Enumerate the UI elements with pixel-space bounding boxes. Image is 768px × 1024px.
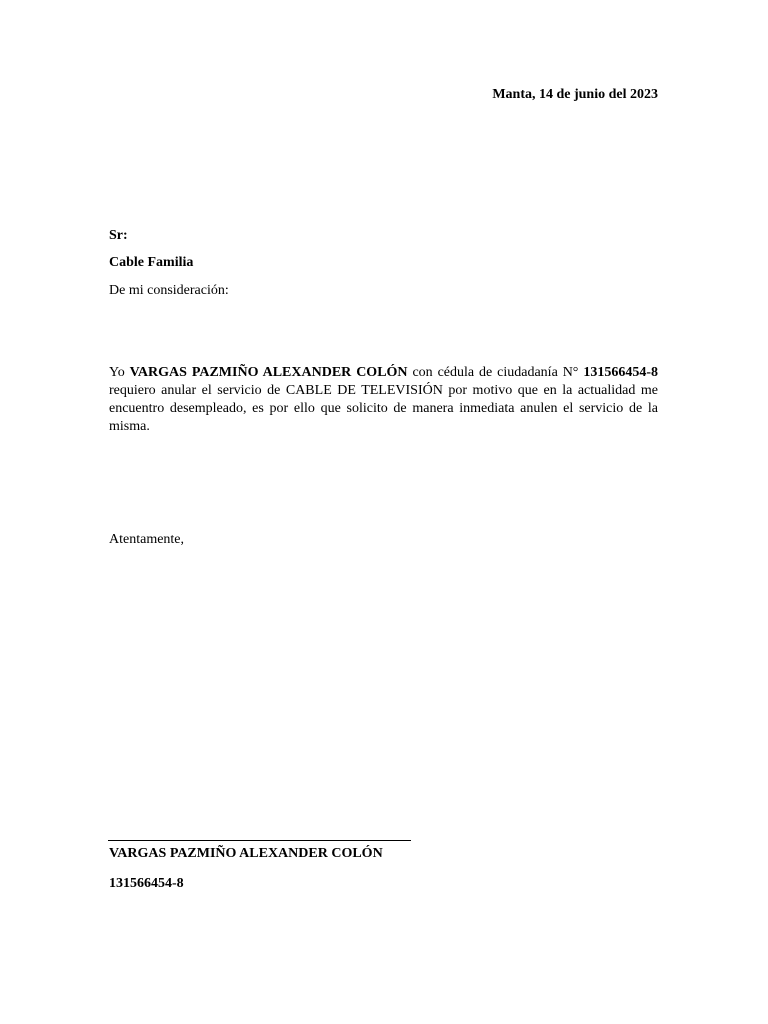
body-name: VARGAS PAZMIÑO ALEXANDER COLÓN — [129, 365, 408, 380]
signature-name: VARGAS PAZMIÑO ALEXANDER COLÓN — [109, 846, 383, 861]
letter-recipient: Cable Familia — [109, 255, 194, 270]
letter-closing: Atentamente, — [109, 532, 185, 547]
signature-line — [108, 840, 411, 841]
body-rest: requiero anular el servicio de CABLE DE TELEVISIÓN por motivo que en la actualidad me encuentro desempleado, es por ello que solicito de manera inmediata anulen el servicio de la misma. — [109, 383, 658, 434]
letter-date: Manta, 14 de junio del 2023 — [492, 87, 658, 102]
body-mid: con cédula de ciudadanía N° — [407, 365, 584, 380]
body-id: 131566454-8 — [583, 365, 658, 380]
signature-id: 131566454-8 — [109, 876, 184, 891]
letter-body — [109, 364, 658, 436]
body-prefix: Yo — [109, 365, 130, 380]
letter-greeting: De mi consideración: — [109, 283, 229, 298]
letter-salutation: Sr: — [109, 228, 128, 243]
